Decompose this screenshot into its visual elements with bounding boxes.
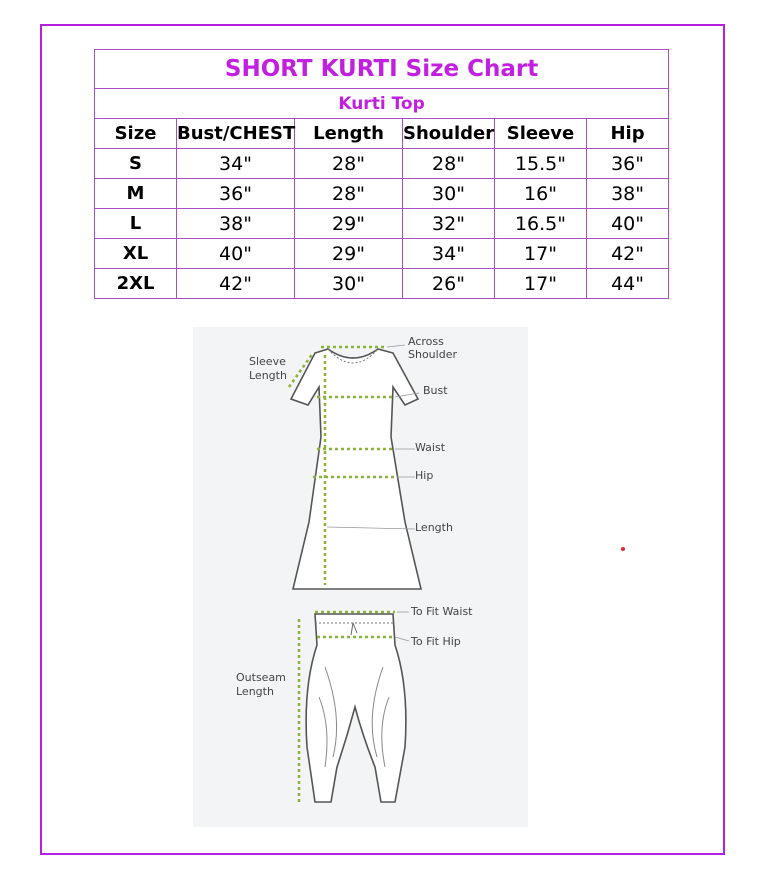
red-dot-mark — [621, 547, 625, 551]
length-cell: 28" — [295, 149, 403, 179]
table-row — [95, 149, 669, 179]
header-length: Length — [295, 119, 403, 149]
shoulder-cell: 32" — [403, 209, 495, 239]
length-cell: 30" — [295, 269, 403, 299]
table-row — [95, 209, 669, 239]
table-row — [95, 179, 669, 209]
label-sleeve-length: Length — [249, 369, 287, 382]
label-waist: Waist — [415, 441, 446, 454]
table-row — [95, 269, 669, 299]
label-bust: Bust — [423, 384, 448, 397]
shoulder-cell: 28" — [403, 149, 495, 179]
label-outseam-length: Length — [236, 685, 274, 698]
hip-cell: 42" — [587, 239, 669, 269]
size-cell: S — [95, 149, 177, 179]
bust-cell: 42" — [177, 269, 295, 299]
table-row — [95, 239, 669, 269]
bust-cell: 36" — [177, 179, 295, 209]
length-cell: 29" — [295, 209, 403, 239]
sleeve-cell: 15.5" — [495, 149, 587, 179]
measurement-diagram — [193, 327, 528, 827]
size-chart-table — [94, 49, 669, 299]
label-hip: Hip — [415, 469, 434, 482]
label-to-fit-waist: To Fit Waist — [411, 605, 473, 618]
sleeve-cell: 16" — [495, 179, 587, 209]
size-cell: M — [95, 179, 177, 209]
header-bust: Bust/CHEST — [177, 119, 295, 149]
bust-cell: 38" — [177, 209, 295, 239]
label-length: Length — [415, 521, 453, 534]
bust-cell: 34" — [177, 149, 295, 179]
bust-cell: 40" — [177, 239, 295, 269]
label-across: Across — [408, 335, 444, 348]
shoulder-cell: 26" — [403, 269, 495, 299]
label-shoulder: Shoulder — [408, 348, 457, 361]
sleeve-cell: 17" — [495, 269, 587, 299]
chart-subtitle: Kurti Top — [95, 89, 669, 119]
header-hip: Hip — [587, 119, 669, 149]
header-size: Size — [95, 119, 177, 149]
size-cell: L — [95, 209, 177, 239]
hip-cell: 38" — [587, 179, 669, 209]
label-to-fit-hip: To Fit Hip — [411, 635, 461, 648]
kurti-outline — [291, 349, 421, 589]
header-row — [95, 119, 669, 149]
label-outseam: Outseam — [236, 671, 286, 684]
hip-cell: 40" — [587, 209, 669, 239]
hip-cell: 36" — [587, 149, 669, 179]
label-sleeve: Sleeve — [249, 355, 286, 368]
size-cell: 2XL — [95, 269, 177, 299]
length-cell: 29" — [295, 239, 403, 269]
sleeve-cell: 16.5" — [495, 209, 587, 239]
size-cell: XL — [95, 239, 177, 269]
garment-illustration — [193, 327, 528, 827]
hip-cell: 44" — [587, 269, 669, 299]
shoulder-cell: 34" — [403, 239, 495, 269]
header-sleeve: Sleeve — [495, 119, 587, 149]
salwar-outline — [306, 614, 406, 802]
header-shoulder: Shoulder — [403, 119, 495, 149]
chart-title: SHORT KURTI Size Chart — [95, 50, 669, 89]
shoulder-cell: 30" — [403, 179, 495, 209]
sleeve-cell: 17" — [495, 239, 587, 269]
length-cell: 28" — [295, 179, 403, 209]
